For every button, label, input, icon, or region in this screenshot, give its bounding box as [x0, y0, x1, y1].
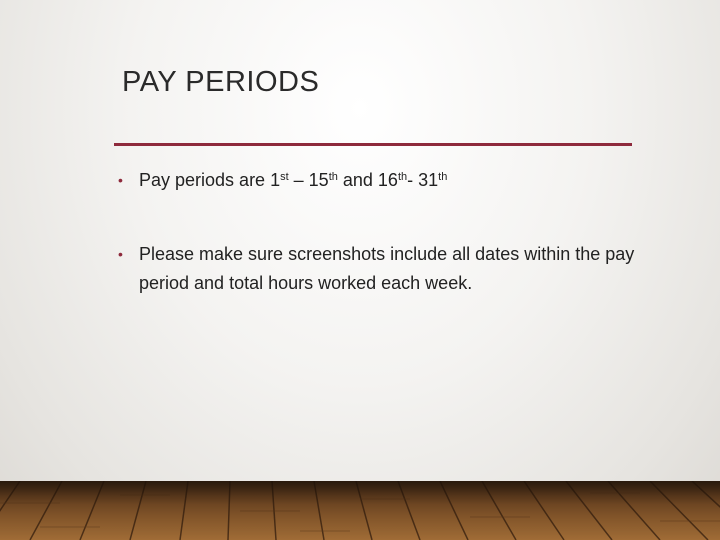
title-divider: [114, 143, 632, 146]
ordinal-suffix: th: [438, 171, 448, 183]
ordinal-suffix: th: [397, 171, 408, 183]
ordinal-suffix: st: [280, 171, 289, 183]
bullet-text-part: – 15: [288, 170, 329, 190]
bullet-list: [118, 166, 638, 298]
bullet-icon: •: [118, 172, 123, 188]
slide-title: PAY PERIODS: [122, 66, 320, 98]
wood-planks: [0, 481, 720, 540]
bullet-icon: •: [118, 246, 123, 262]
bullet-pay-periods: [118, 166, 638, 195]
bullet-screenshots: [118, 240, 638, 298]
bullet-text: Please make sure screenshots include all dates within the pay period and total hours worked each week.: [139, 244, 635, 293]
wood-floor-image: [0, 481, 720, 540]
bullet-text-part: Pay periods are 1: [139, 170, 281, 190]
bullet-text-part: - 31: [407, 170, 439, 190]
bullet-text-part: and 16: [337, 170, 398, 190]
ordinal-suffix: th: [328, 171, 338, 183]
